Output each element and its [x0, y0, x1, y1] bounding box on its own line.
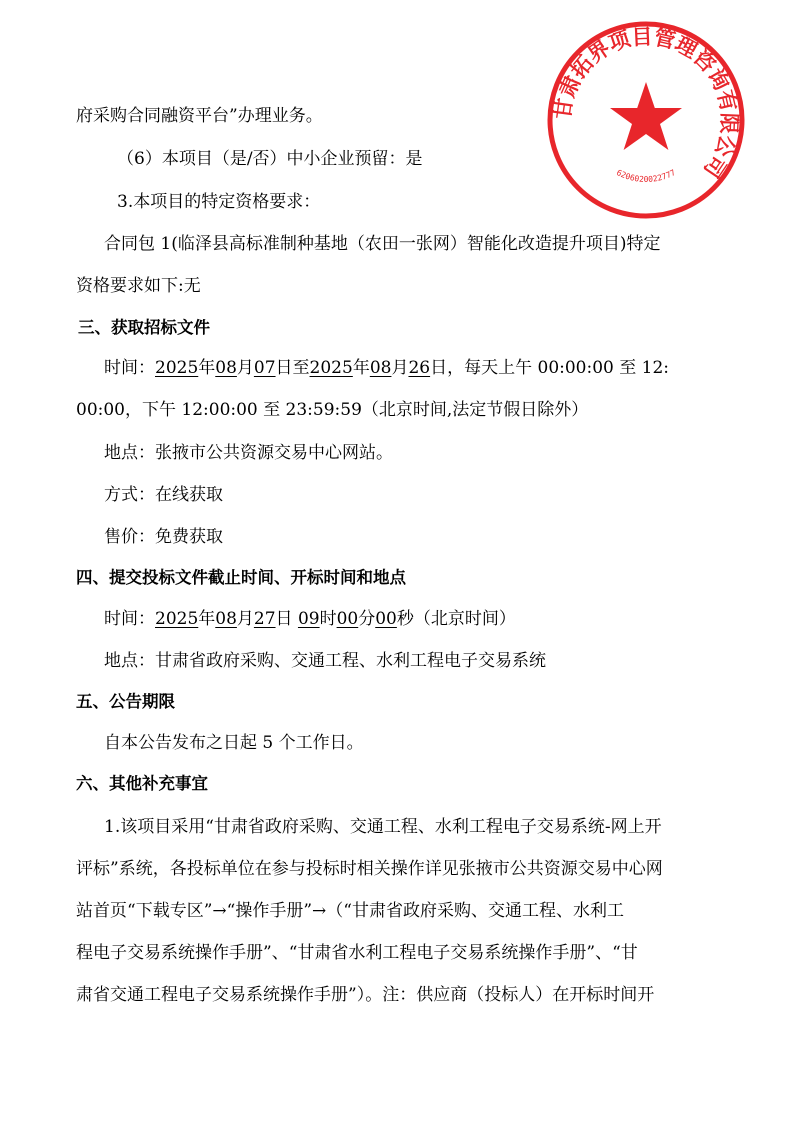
seal-number: 6206020022777 [615, 167, 677, 184]
seal-star [610, 82, 682, 150]
doc-line: 程电子交易系统操作手册”、“甘肃省水利工程电子交易系统操作手册”、“甘 [76, 943, 638, 963]
seal-text: 甘肃拓界项目管理咨询有限公司 [550, 24, 742, 182]
doc-line: 3.本项目的特定资格要求： [117, 192, 321, 212]
doc-line: 肃省交通工程电子交易系统操作手册”）。注：供应商（投标人）在开标时间开 [76, 985, 655, 1005]
section-heading: 五、公告期限 [76, 692, 175, 711]
section-heading: 六、其他补充事宜 [76, 774, 208, 793]
doc-line: 地点：张掖市公共资源交易中心网站。 [104, 443, 393, 463]
doc-line: 方式：在线获取 [104, 485, 223, 505]
doc-line: 府采购合同融资平台”办理业务。 [76, 106, 323, 126]
doc-line: 1.该项目采用“甘肃省政府采购、交通工程、水利工程电子交易系统-网上开 [104, 817, 662, 837]
section-heading: 三、获取招标文件 [78, 318, 210, 337]
doc-line: 时间：2025年08月27日 09时00分00秒（北京时间） [104, 609, 516, 629]
company-seal [546, 20, 746, 220]
doc-line: 评标”系统，各投标单位在参与投标时相关操作详见张掖市公共资源交易中心网 [76, 859, 663, 879]
doc-line: 自本公告发布之日起 5 个工作日。 [104, 733, 364, 753]
doc-line: 时间：2025年08月07日至2025年08月26日，每天上午 00:00:00 至 12: [104, 358, 670, 378]
doc-line: 地点：甘肃省政府采购、交通工程、水利工程电子交易系统 [104, 651, 546, 671]
doc-line: 站首页“下载专区”→“操作手册”→（“甘肃省政府采购、交通工程、水利工 [76, 901, 624, 921]
doc-line: 00:00，下午 12:00:00 至 23:59:59（北京时间,法定节假日除外） [76, 400, 589, 420]
doc-line: 合同包 1(临泽县高标准制种基地（农田一张网）智能化改造提升项目)特定 [104, 234, 661, 254]
doc-line: （6）本项目（是/否）中小企业预留：是 [117, 149, 423, 169]
doc-line: 资格要求如下:无 [76, 276, 201, 296]
section-heading: 四、提交投标文件截止时间、开标时间和地点 [76, 568, 406, 587]
doc-line: 售价：免费获取 [104, 527, 223, 547]
